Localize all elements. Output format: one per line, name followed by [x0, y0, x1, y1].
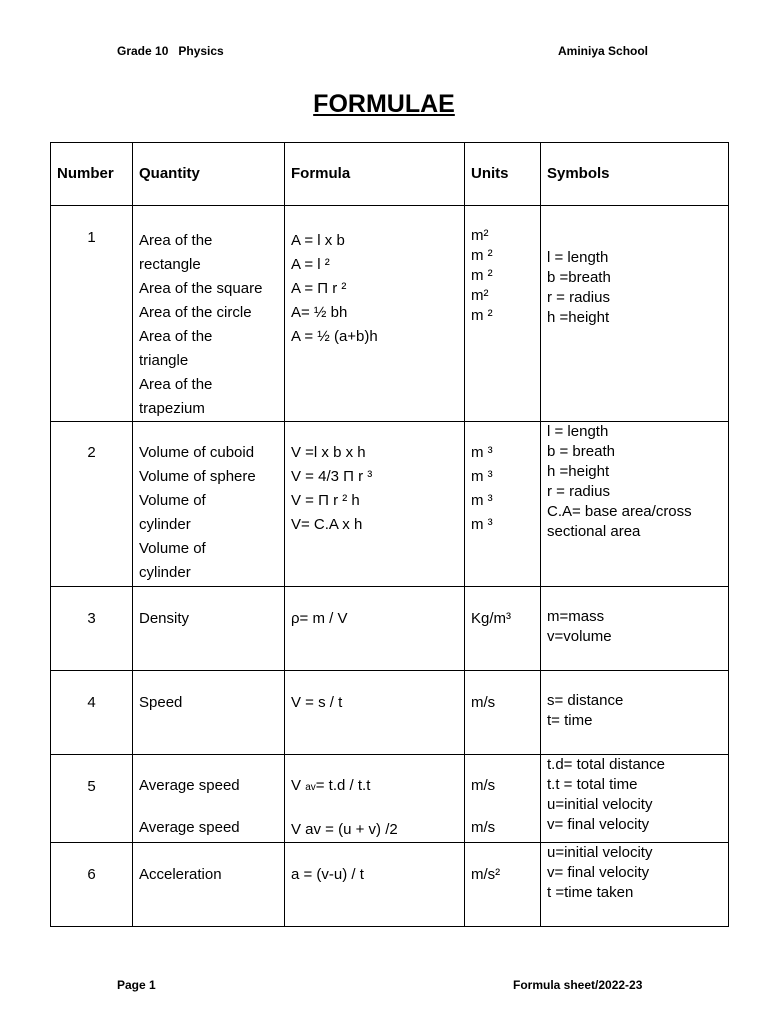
quantity-line: cylinder — [139, 516, 191, 533]
symbol-line: t= time — [547, 712, 593, 729]
row-number: 5 — [51, 755, 133, 843]
units-cell — [465, 206, 541, 422]
unit-line: m ² — [471, 307, 493, 324]
formula-subscript: av — [305, 782, 316, 793]
formula-line: A = l x b — [291, 232, 345, 249]
formula-main: V — [291, 777, 306, 794]
quantity-line: Area of the — [139, 328, 213, 345]
formula-line: A = ½ (a+b)h — [291, 328, 378, 345]
symbol-line: h =height — [547, 309, 610, 326]
formula-line: a = (v-u) / t — [291, 866, 364, 883]
unit-line: m/s² — [471, 866, 501, 883]
units-cell — [465, 843, 541, 927]
symbol-line: h =height — [547, 463, 610, 480]
quantity-cell — [133, 422, 285, 587]
page-title: FORMULAE — [313, 90, 455, 118]
units-cell — [465, 755, 541, 843]
symbols-cell — [541, 422, 729, 587]
formula-line: A= ½ bh — [291, 304, 348, 321]
symbol-line: b = breath — [547, 443, 615, 460]
quantity-line: Acceleration — [139, 866, 222, 883]
symbol-line: b =breath — [547, 269, 611, 286]
quantity-line: triangle — [139, 352, 189, 369]
quantity-line: trapezium — [139, 400, 205, 417]
formula-line: ρ= m / V — [291, 610, 348, 627]
quantity-line: Speed — [139, 694, 183, 711]
quantity-line: cylinder — [139, 564, 191, 581]
symbol-line: m=mass — [547, 608, 605, 625]
unit-line: m² — [471, 287, 489, 304]
units-cell — [465, 422, 541, 587]
formula-cell — [285, 587, 465, 671]
symbol-line: C.A= base area/cross — [547, 503, 692, 520]
formula-cell — [285, 755, 465, 843]
symbol-line: r = radius — [547, 289, 610, 306]
units-cell — [465, 587, 541, 671]
column-header-number: Number — [51, 143, 133, 206]
symbol-line: sectional area — [547, 523, 641, 540]
quantity-line: Area of the — [139, 232, 213, 249]
symbol-line: t.d= total distance — [547, 756, 665, 773]
formula-line: V =l x b x h — [291, 444, 366, 461]
quantity-cell — [133, 755, 285, 843]
table-row — [51, 755, 729, 843]
quantity-line: Average speed — [139, 819, 240, 836]
symbol-line: l = length — [547, 423, 609, 440]
formula-cell — [285, 206, 465, 422]
quantity-line: Volume of — [139, 540, 206, 557]
symbol-line: r = radius — [547, 483, 610, 500]
unit-line: m/s — [471, 819, 496, 836]
column-header-quantity: Quantity — [133, 143, 285, 206]
unit-line: m ² — [471, 247, 493, 264]
symbols-cell — [541, 206, 729, 422]
column-header-formula: Formula — [285, 143, 465, 206]
formula-rest: = t.d / t.t — [315, 777, 371, 794]
header-subject: Grade 10 Physics — [117, 44, 224, 58]
table-row — [51, 587, 729, 671]
unit-line: m ³ — [471, 468, 493, 485]
symbols-cell — [541, 671, 729, 755]
symbol-line: v=volume — [547, 628, 612, 645]
quantity-line: Area of the — [139, 376, 213, 393]
symbols-cell — [541, 843, 729, 927]
unit-line: m ² — [471, 267, 493, 284]
formula-line: V av = (u + v) /2 — [291, 821, 398, 838]
footer-document-label: Formula sheet/2022-23 — [513, 978, 643, 992]
formula-cell — [285, 671, 465, 755]
symbol-line: s= distance — [547, 692, 624, 709]
symbol-line: l = length — [547, 249, 609, 266]
quantity-line: Average speed — [139, 777, 240, 794]
quantity-line: Area of the circle — [139, 304, 252, 321]
quantity-line: Volume of — [139, 492, 206, 509]
column-header-symbols: Symbols — [541, 143, 729, 206]
formula-table — [50, 142, 729, 927]
formula-line: V = s / t — [291, 694, 343, 711]
quantity-line: Volume of sphere — [139, 468, 256, 485]
table-row — [51, 843, 729, 927]
unit-line: Kg/m³ — [471, 610, 512, 627]
symbol-line: u=initial velocity — [547, 796, 653, 813]
formula-line: V = Π r ² h — [291, 492, 360, 509]
symbol-line: t.t = total time — [547, 776, 638, 793]
row-number: 3 — [51, 587, 133, 671]
header-school: Aminiya School — [558, 44, 649, 58]
symbols-cell — [541, 587, 729, 671]
quantity-cell — [133, 206, 285, 422]
formula-line: A = Π r ² — [291, 280, 347, 297]
formula-line: A = l ² — [291, 256, 330, 273]
quantity-line: rectangle — [139, 256, 201, 273]
row-number: 2 — [51, 422, 133, 587]
formula-line: V= C.A x h — [291, 516, 363, 533]
quantity-cell — [133, 671, 285, 755]
table-row — [51, 422, 729, 587]
symbols-cell — [541, 755, 729, 843]
row-number: 4 — [51, 671, 133, 755]
quantity-line: Volume of cuboid — [139, 444, 255, 461]
quantity-line: Area of the square — [139, 280, 263, 297]
unit-line: m ³ — [471, 516, 493, 533]
units-cell — [465, 671, 541, 755]
symbol-line: v= final velocity — [547, 816, 650, 833]
unit-line: m² — [471, 227, 489, 244]
quantity-cell — [133, 843, 285, 927]
row-number: 1 — [51, 206, 133, 422]
formula-line: V = 4/3 Π r ³ — [291, 468, 373, 485]
table-header-row — [51, 143, 729, 206]
quantity-line: Density — [139, 610, 190, 627]
quantity-cell — [133, 587, 285, 671]
formula-cell — [285, 422, 465, 587]
table-row — [51, 671, 729, 755]
formula-line — [291, 774, 464, 800]
formula-cell — [285, 843, 465, 927]
unit-line: m/s — [471, 694, 496, 711]
symbol-line: u=initial velocity — [547, 844, 653, 861]
footer-page-number: Page 1 — [117, 978, 156, 992]
symbol-line: t =time taken — [547, 884, 634, 901]
unit-line: m ³ — [471, 492, 493, 509]
row-number: 6 — [51, 843, 133, 927]
unit-line: m ³ — [471, 444, 493, 461]
table-row — [51, 206, 729, 422]
column-header-units: Units — [465, 143, 541, 206]
symbol-line: v= final velocity — [547, 864, 650, 881]
unit-line: m/s — [471, 777, 496, 794]
